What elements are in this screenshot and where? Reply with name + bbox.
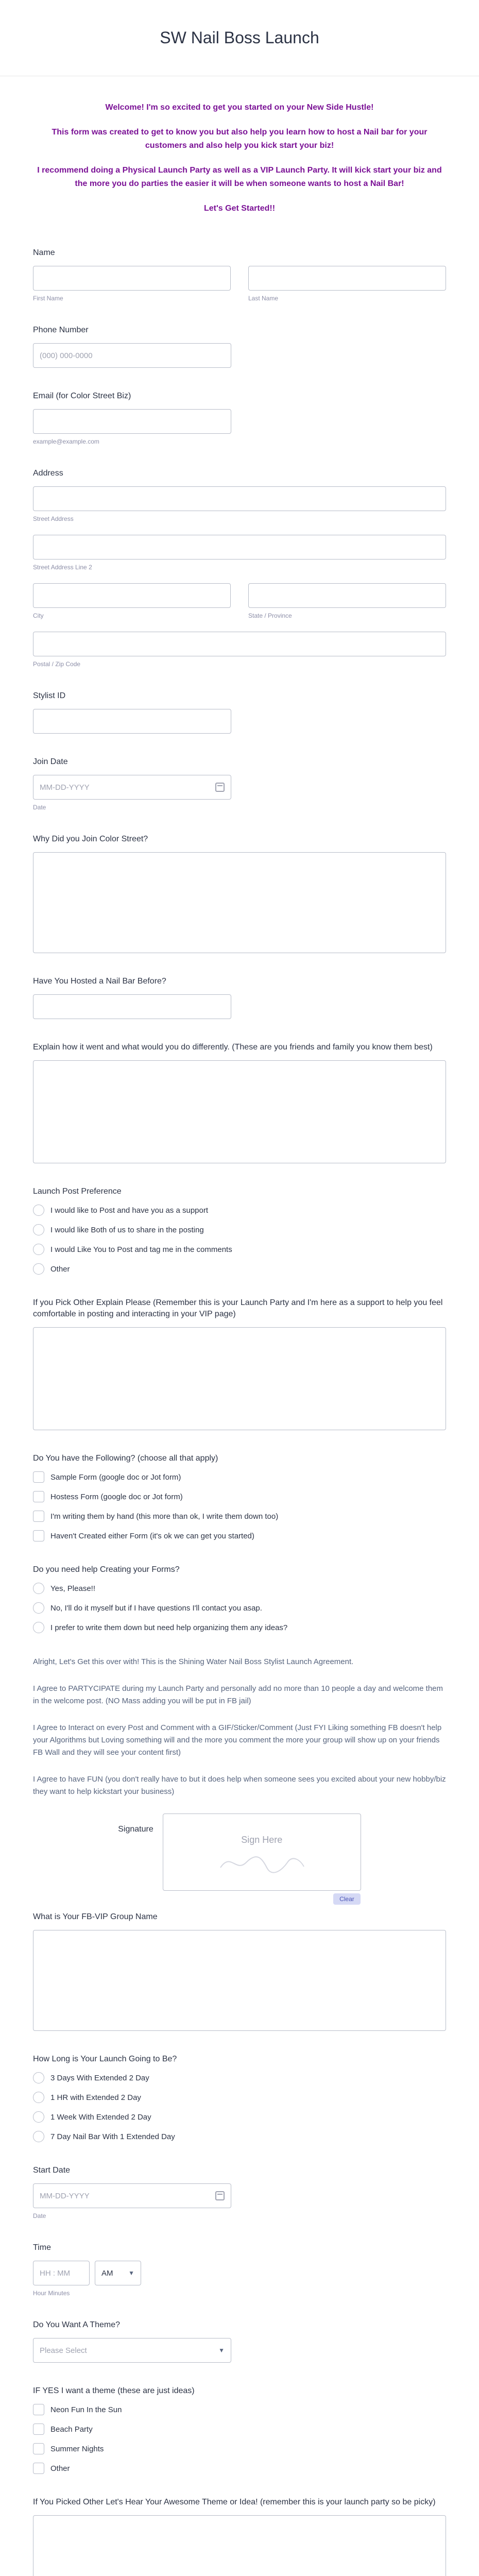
form-body	[0, 232, 479, 2576]
radio-option[interactable]	[33, 1583, 446, 1594]
start-date-field	[33, 2165, 446, 2219]
radio-option[interactable]	[33, 2131, 446, 2142]
launch-length-label: How Long is Your Launch Going to Be?	[33, 2055, 177, 2063]
checkbox[interactable]	[33, 2404, 44, 2415]
state-sublabel: State / Province	[248, 612, 292, 619]
option-label: I'm writing them by hand (this more than ok, I write them down too)	[50, 1512, 279, 1521]
time-field	[33, 2242, 446, 2297]
phone-field	[33, 325, 446, 368]
checkbox[interactable]	[33, 1471, 44, 1483]
join-date-field	[33, 756, 446, 811]
theme-select[interactable]	[33, 2338, 231, 2363]
radio-button[interactable]	[33, 1622, 44, 1633]
option-label: 1 HR with Extended 2 Day	[50, 2093, 141, 2102]
launch-post-field	[33, 1186, 446, 1275]
radio-button[interactable]	[33, 1602, 44, 1614]
radio-button[interactable]	[33, 1205, 44, 1216]
intro-text	[0, 76, 479, 232]
form-header	[0, 0, 479, 76]
why-join-textarea[interactable]	[33, 852, 446, 953]
explain-label: Explain how it went and what would you do differently. (These are you friends and family you know them best)	[33, 1043, 433, 1052]
checkbox-option[interactable]	[33, 2443, 446, 2454]
option-label: Other	[50, 1264, 70, 1274]
phone-label: Phone Number	[33, 326, 89, 334]
explain-textarea[interactable]	[33, 1060, 446, 1163]
street-sublabel: Street Address	[33, 515, 74, 522]
chevron-down-icon: ▼	[218, 2347, 225, 2354]
first-name-input[interactable]	[33, 266, 231, 291]
option-label: Hostess Form (google doc or Jot form)	[50, 1492, 183, 1501]
radio-option[interactable]	[33, 2072, 446, 2083]
stylist-id-field	[33, 690, 446, 734]
time-input[interactable]: HH : MM	[33, 2261, 90, 2285]
phone-input[interactable]: (000) 000-0000	[33, 343, 231, 368]
vip-group-field	[33, 1911, 446, 2031]
intro-line: Let's Get Started!!	[203, 204, 276, 213]
email-sublabel: example@example.com	[33, 438, 99, 445]
following-field	[33, 1453, 446, 1541]
zip-sublabel: Postal / Zip Code	[33, 660, 81, 668]
email-label: Email (for Color Street Biz)	[33, 392, 131, 400]
theme-ideas-label: IF YES I want a theme (these are just ideas)	[33, 2386, 195, 2395]
signature-pad[interactable]	[163, 1814, 361, 1903]
why-join-field	[33, 834, 446, 953]
join-date-placeholder: MM-DD-YYYY	[40, 783, 90, 792]
checkbox-option[interactable]	[33, 1530, 446, 1541]
email-input[interactable]	[33, 409, 231, 434]
why-join-label: Why Did you Join Color Street?	[33, 835, 148, 843]
join-date-sublabel: Date	[33, 804, 46, 811]
signature-field	[33, 1814, 446, 1903]
hosted-label: Have You Hosted a Nail Bar Before?	[33, 977, 166, 986]
intro-line: I recommend doing a Physical Launch Party as well as a VIP Launch Party. It will kick start your biz and the more you do parties the easier it will be when someone wants to host a Nail Bar!	[37, 166, 442, 188]
option-label: I would like to Post and have you as a support	[50, 1206, 209, 1215]
radio-button[interactable]	[33, 1583, 44, 1594]
name-field	[33, 247, 446, 302]
radio-button[interactable]	[33, 2111, 44, 2123]
start-date-label: Start Date	[33, 2166, 71, 2175]
intro-line: Welcome! I'm so excited to get you started on your New Side Hustle!	[105, 103, 374, 112]
radio-button[interactable]	[33, 1263, 44, 1275]
option-label: 3 Days With Extended 2 Day	[50, 2073, 149, 2082]
street2-sublabel: Street Address Line 2	[33, 564, 92, 571]
signature-scribble-icon	[215, 1847, 308, 1878]
state-input[interactable]	[248, 583, 446, 608]
street2-input[interactable]	[33, 535, 446, 560]
option-label: Beach Party	[50, 2425, 93, 2434]
other-theme-label: If You Picked Other Let's Hear Your Awesome Theme or Idea! (remember this is your launch party so be picky)	[33, 2498, 436, 2506]
if-other-field	[33, 1297, 446, 1430]
launch-post-label: Launch Post Preference	[33, 1187, 122, 1196]
checkbox[interactable]	[33, 2424, 44, 2435]
first-name-sublabel: First Name	[33, 295, 63, 302]
time-label: Time	[33, 2243, 51, 2252]
zip-input[interactable]	[33, 632, 446, 656]
option-label: Yes, Please!!	[50, 1584, 96, 1593]
checkbox-option[interactable]	[33, 2404, 446, 2415]
city-input[interactable]	[33, 583, 231, 608]
calendar-icon[interactable]	[215, 783, 225, 792]
join-date-label: Join Date	[33, 757, 68, 766]
agreement-paragraph: I Agree to have FUN (you don't really have to but it does help when someone sees you excited about your new hobby/biz they want to help kickstart your business)	[33, 1775, 446, 1796]
other-theme-textarea[interactable]	[33, 2515, 446, 2576]
radio-option[interactable]	[33, 1622, 446, 1633]
chevron-down-icon: ▼	[128, 2269, 134, 2277]
option-label: I prefer to write them down but need help organizing them any ideas?	[50, 1623, 288, 1632]
checkbox-option[interactable]	[33, 1471, 446, 1483]
form-title: SW Nail Boss Launch	[160, 28, 319, 47]
hosted-input[interactable]	[33, 994, 231, 1019]
theme-placeholder: Please Select	[40, 2346, 87, 2355]
checkbox[interactable]	[33, 1511, 44, 1522]
email-field	[33, 391, 446, 445]
checkbox-option[interactable]	[33, 2463, 446, 2474]
clear-signature-button[interactable]: Clear	[333, 1893, 361, 1905]
if-other-label: If you Pick Other Explain Please (Remember this is your Launch Party and I'm here as a support to help you feel comfortable in posting and interacting in your VIP page)	[33, 1298, 443, 1318]
checkbox[interactable]	[33, 2463, 44, 2474]
launch-length-field	[33, 2054, 446, 2142]
option-label: Summer Nights	[50, 2444, 104, 2453]
agreement-paragraph: I Agree to PARTYCIPATE during my Launch Party and personally add no more than 10 people a day and welcome them in the welcome post. (NO Mass adding you will be put in FB jail)	[33, 1684, 443, 1705]
option-label: I would like Both of us to share in the posting	[50, 1225, 204, 1234]
option-label: No, I'll do it myself but if I have questions I'll contact you asap.	[50, 1603, 262, 1613]
checkbox[interactable]	[33, 1491, 44, 1502]
agreement-text	[33, 1656, 446, 1798]
other-theme-field	[33, 2497, 446, 2576]
vip-group-label: What is Your FB-VIP Group Name	[33, 1912, 158, 1921]
theme-label: Do You Want A Theme?	[33, 2320, 121, 2329]
theme-ideas-field	[33, 2385, 446, 2474]
checkbox-option[interactable]	[33, 1511, 446, 1522]
street-input[interactable]	[33, 486, 446, 511]
start-date-placeholder: MM-DD-YYYY	[40, 2191, 90, 2200]
option-label: Sample Form (google doc or Jot form)	[50, 1472, 181, 1482]
explain-field	[33, 1042, 446, 1163]
radio-option[interactable]	[33, 1602, 446, 1614]
join-date-input[interactable]	[33, 775, 231, 800]
radio-option[interactable]	[33, 2111, 446, 2123]
vip-group-textarea[interactable]	[33, 1930, 446, 2031]
option-label: I would Like You to Post and tag me in the comments	[50, 1245, 232, 1254]
start-date-sublabel: Date	[33, 2212, 46, 2219]
last-name-input[interactable]	[248, 266, 446, 291]
stylist-id-input[interactable]	[33, 709, 231, 734]
signature-hint: Sign Here	[241, 1835, 283, 1845]
address-field	[33, 468, 446, 668]
forms-help-label: Do you need help Creating your Forms?	[33, 1565, 180, 1574]
time-sublabel: Hour Minutes	[33, 2290, 70, 2297]
radio-button[interactable]	[33, 1224, 44, 1235]
ampm-select[interactable]	[95, 2261, 141, 2285]
radio-button[interactable]	[33, 2131, 44, 2142]
name-label: Name	[33, 248, 55, 257]
radio-button[interactable]	[33, 2092, 44, 2103]
following-label: Do You have the Following? (choose all that apply)	[33, 1454, 218, 1463]
radio-option[interactable]	[33, 2092, 446, 2103]
checkbox[interactable]	[33, 1530, 44, 1541]
signature-label: Signature	[118, 1825, 153, 1834]
city-sublabel: City	[33, 612, 44, 619]
option-label: 1 Week With Extended 2 Day	[50, 2112, 151, 2122]
if-other-textarea[interactable]	[33, 1327, 446, 1430]
checkbox-option[interactable]	[33, 1491, 446, 1502]
radio-option[interactable]	[33, 1224, 446, 1235]
option-label: Haven't Created either Form (it's ok we can get you started)	[50, 1531, 254, 1540]
calendar-icon[interactable]	[215, 2191, 225, 2200]
checkbox[interactable]	[33, 2443, 44, 2454]
checkbox-option[interactable]	[33, 2424, 446, 2435]
agreement-paragraph: Alright, Let's Get this over with! This is the Shining Water Nail Boss Stylist Launch Agreement.	[33, 1657, 354, 1666]
last-name-sublabel: Last Name	[248, 295, 279, 302]
radio-button[interactable]	[33, 2072, 44, 2083]
radio-option[interactable]	[33, 1205, 446, 1216]
radio-option[interactable]	[33, 1263, 446, 1275]
ampm-value: AM	[101, 2268, 113, 2278]
forms-help-field	[33, 1564, 446, 1633]
intro-line: This form was created to get to know you but also help you learn how to host a Nail bar for your customers and also help you kick start your biz!	[52, 128, 427, 150]
start-date-input[interactable]	[33, 2183, 231, 2208]
theme-field	[33, 2319, 446, 2363]
option-label: Neon Fun In the Sun	[50, 2405, 122, 2414]
hosted-field	[33, 976, 446, 1019]
address-label: Address	[33, 469, 63, 478]
option-label: Other	[50, 2464, 70, 2473]
radio-button[interactable]	[33, 1244, 44, 1255]
option-label: 7 Day Nail Bar With 1 Extended Day	[50, 2132, 175, 2141]
agreement-paragraph: I Agree to Interact on every Post and Comment with a GIF/Sticker/Comment (Just FYI Liking something FB doesn't help your Algorithms but Loving something will and the more you comment the more your group will show up on your friends FB Wall and they will see your content first)	[33, 1723, 442, 1757]
radio-option[interactable]	[33, 1244, 446, 1255]
stylist-id-label: Stylist ID	[33, 691, 66, 700]
